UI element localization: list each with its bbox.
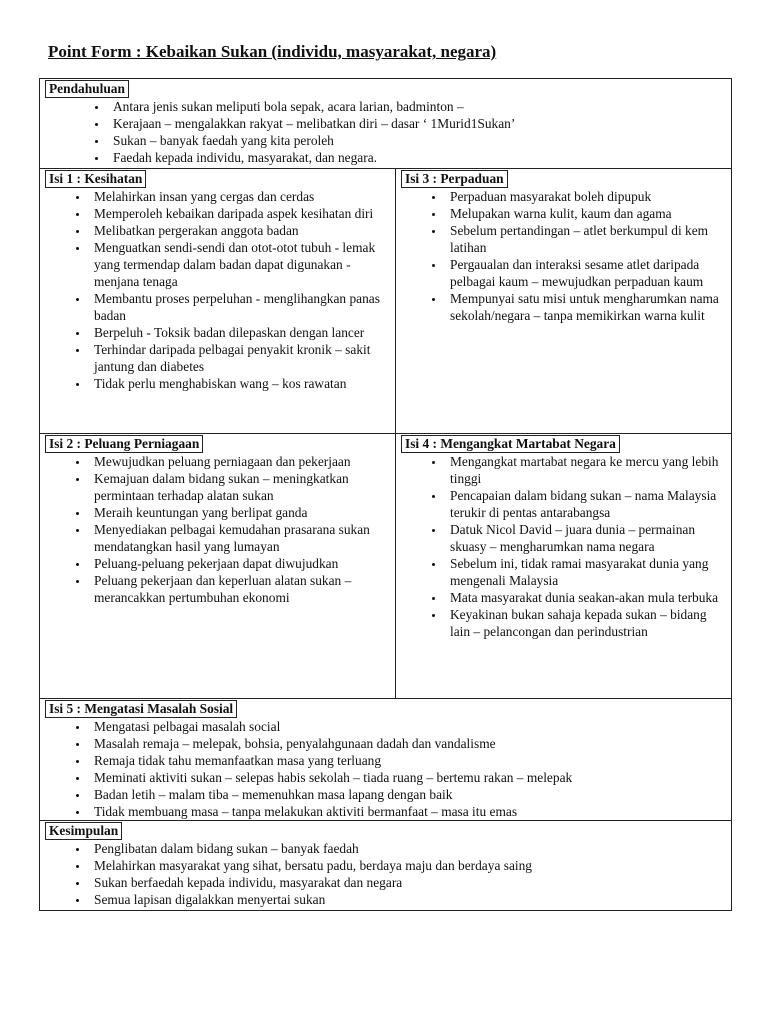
list-item: • Perpaduan masyarakat boleh dipupuk [445,188,727,205]
isi1-list [44,188,391,392]
list-item: • Semua lapisan digalakkan menyertai sukan [89,891,727,908]
pendahuluan-heading: Pendahuluan [45,80,129,98]
isi5-list [44,718,727,820]
list-item: • Sebelum pertandingan – atlet berkumpul di kem latihan [445,222,727,256]
list-item: • Memperoleh kebaikan daripada aspek kesihatan diri [89,205,391,222]
list-item: • Masalah remaja – melepak, bohsia, penyalahgunaan dadah dan vandalisme [89,735,727,752]
list-item: • Badan letih – malam tiba – memenuhkan masa lapang dengan baik [89,786,727,803]
list-item: • Kemajuan dalam bidang sukan – meningkatkan permintaan terhadap alatan sukan [89,470,391,504]
pendahuluan-list [44,98,727,166]
isi3-cell [396,169,732,434]
list-item: • Faedah kepada individu, masyarakat, dan negara. [108,149,727,166]
list-item: • Keyakinan bukan sahaja kepada sukan – bidang lain – pelancongan dan perindustrian [445,606,727,640]
list-item: • Tidak membuang masa – tanpa melakukan aktiviti bermanfaat – masa itu emas [89,803,727,820]
isi2-heading: Isi 2 : Peluang Perniagaan [45,435,203,453]
isi5-cell [40,699,732,821]
isi4-cell [396,434,732,699]
list-item: • Menguatkan sendi-sendi dan otot-otot tubuh - lemak yang termendap dalam badan dapat digunakan - menjana tenaga [89,239,391,290]
list-item: • Sebelum ini, tidak ramai masyarakat dunia yang mengenali Malaysia [445,555,727,589]
pendahuluan-cell [40,79,732,169]
row-isi-1-3 [40,169,732,434]
list-item: • Melahirkan insan yang cergas dan cerdas [89,188,391,205]
isi2-list [44,453,391,606]
list-item: • Melibatkan pergerakan anggota badan [89,222,391,239]
isi1-cell [40,169,396,434]
isi4-list [400,453,727,640]
content-table [39,78,732,911]
list-item: • Pergaualan dan interaksi sesame atlet daripada pelbagai kaum – mewujudkan perpaduan kaum [445,256,727,290]
list-item: • Berpeluh - Toksik badan dilepaskan dengan lancer [89,324,391,341]
list-item: • Antara jenis sukan meliputi bola sepak, acara larian, badminton – [108,98,727,115]
list-item: • Terhindar daripada pelbagai penyakit kronik – sakit jantung dan diabetes [89,341,391,375]
list-item: • Peluang-peluang pekerjaan dapat diwujudkan [89,555,391,572]
isi3-heading: Isi 3 : Perpaduan [401,170,508,188]
row-isi-2-4 [40,434,732,699]
isi5-heading: Isi 5 : Mengatasi Masalah Sosial [45,700,237,718]
list-item: • Meminati aktiviti sukan – selepas habis sekolah – tiada ruang – bertemu rakan – melepak [89,769,727,786]
kesimpulan-cell [40,821,732,911]
list-item: • Melahirkan masyarakat yang sihat, bersatu padu, berdaya maju dan berdaya saing [89,857,727,874]
list-item: • Menyediakan pelbagai kemudahan prasarana sukan mendatangkan hasil yang lumayan [89,521,391,555]
row-isi-5 [40,699,732,821]
list-item: • Pencapaian dalam bidang sukan – nama Malaysia terukir di pentas antarabangsa [445,487,727,521]
list-item: • Remaja tidak tahu memanfaatkan masa yang terluang [89,752,727,769]
kesimpulan-list [44,840,727,908]
list-item: • Peluang pekerjaan dan keperluan alatan sukan – merancakkan pertumbuhan ekonomi [89,572,391,606]
kesimpulan-heading: Kesimpulan [45,822,122,840]
isi2-cell [40,434,396,699]
list-item: • Datuk Nicol David – juara dunia – permainan skuasy – mengharumkan nama negara [445,521,727,555]
list-item: • Kerajaan – mengalakkan rakyat – melibatkan diri – dasar ‘ 1Murid1Sukan’ [108,115,727,132]
isi4-heading: Isi 4 : Mengangkat Martabat Negara [401,435,620,453]
list-item: • Meraih keuntungan yang berlipat ganda [89,504,391,521]
row-kesimpulan [40,821,732,911]
list-item: • Mewujudkan peluang perniagaan dan pekerjaan [89,453,391,470]
list-item: • Penglibatan dalam bidang sukan – banyak faedah [89,840,727,857]
row-pendahuluan [40,79,732,169]
list-item: • Sukan – banyak faedah yang kita peroleh [108,132,727,149]
list-item: • Melupakan warna kulit, kaum dan agama [445,205,727,222]
list-item: • Membantu proses perpeluhan - menglihangkan panas badan [89,290,391,324]
list-item: • Sukan berfaedah kepada individu, masyarakat dan negara [89,874,727,891]
list-item: • Mengangkat martabat negara ke mercu yang lebih tinggi [445,453,727,487]
list-item: • Mata masyarakat dunia seakan-akan mula terbuka [445,589,727,606]
isi3-list [400,188,727,324]
list-item: • Mengatasi pelbagai masalah social [89,718,727,735]
page-title: Point Form : Kebaikan Sukan (individu, masyarakat, negara) [48,42,497,61]
isi1-heading: Isi 1 : Kesihatan [45,170,146,188]
list-item: • Tidak perlu menghabiskan wang – kos rawatan [89,375,391,392]
list-item: • Mempunyai satu misi untuk mengharumkan nama sekolah/negara – tanpa memikirkan warna kulit [445,290,727,324]
